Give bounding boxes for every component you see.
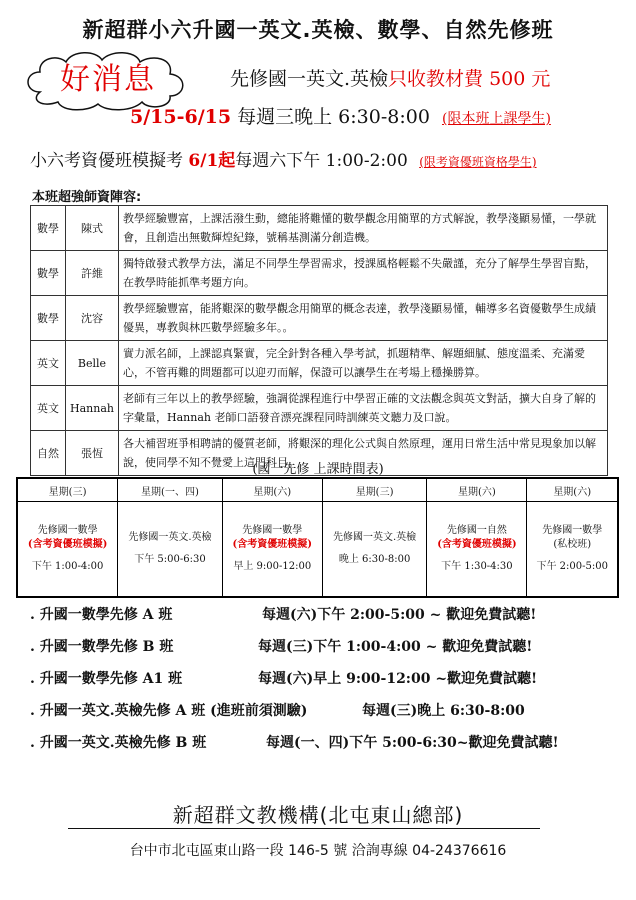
teacher-subject: 自然 xyxy=(31,431,66,476)
class-time: 每週(一、四)下午 5:00-6:30~歡迎免費試聽! xyxy=(266,735,559,751)
flyer-title: 新超群小六升國一英文.英檢、數學、自然先修班 xyxy=(82,18,554,42)
schedule-course: 先修國一數學 xyxy=(37,525,98,536)
teacher-description: 教學經驗豐富，上課活潑生動，總能將難懂的數學觀念用簡單的方式解說，教學淺顯易懂，一學就會，且創造出無數輝煌紀錄，號稱基測滿分創造機。 xyxy=(119,206,608,251)
teacher-name: Hannah xyxy=(66,386,119,431)
teacher-name: 陳式 xyxy=(66,206,119,251)
schedule-cell xyxy=(222,502,322,598)
teacher-name: Belle xyxy=(66,341,119,386)
schedule-day: 星期(三) xyxy=(17,478,118,502)
schedule-spacer xyxy=(224,552,321,560)
schedule-cell xyxy=(322,502,427,598)
teacher-description: 獨特啟發式教學方法，滿足不同學生學習需求，授課風格輕鬆不失嚴謹，充分了解學生學習盲點，在教學時能抓準考題方向。 xyxy=(119,251,608,296)
class-time: 每週(六)下午 2:00-5:00 ~ 歡迎免費試聽! xyxy=(262,607,537,623)
schedule-cell xyxy=(118,502,223,598)
class-item xyxy=(30,636,610,656)
schedule-time: 下午 1:00-4:00 xyxy=(31,561,104,572)
schedule-note: (私校班) xyxy=(553,539,592,550)
teachers-table xyxy=(30,205,608,476)
english-promo-schedule xyxy=(130,102,551,129)
class-item xyxy=(30,604,610,624)
teacher-name: 沈容 xyxy=(66,296,119,341)
mock-exam-prefix: 小六考資優班模擬考 xyxy=(30,151,183,171)
promo-schedule: 每週三晚上 6:30-8:00 xyxy=(237,106,430,128)
schedule-time: 下午 5:00-6:30 xyxy=(134,554,206,565)
schedule-course: 先修國一英文.英檢 xyxy=(128,532,212,543)
schedule-note: (含考資優班模擬) xyxy=(437,539,517,550)
mock-exam-start: 起 xyxy=(218,151,236,171)
class-name: . 升國一英文.英檢先修 B 班 xyxy=(30,735,207,751)
teacher-description: 實力派名師，上課認真緊實，完全針對各種入學考試，抓題精準、解題細膩、態度溫柔、充滿愛心，不管再難的問題都可以迎刃而解，保證可以讓學生在考場上穩操勝算。 xyxy=(119,341,608,386)
mock-exam-note: (限考資優班資格學生) xyxy=(419,155,537,169)
schedule-cell xyxy=(527,502,618,598)
class-time: 每週(三)晚上 6:30-8:00 xyxy=(362,703,525,719)
mock-exam-schedule: 每週六下午 1:00-2:00 xyxy=(235,151,408,171)
schedule-course: 先修國一自然 xyxy=(446,525,507,536)
class-item xyxy=(30,700,610,720)
schedule-spacer xyxy=(324,545,426,553)
footer-divider xyxy=(68,828,540,829)
schedule-course: 先修國一數學 xyxy=(542,525,603,536)
class-time: 每週(六)早上 9:00-12:00 ~歡迎免費試聽! xyxy=(258,671,538,687)
schedule-day: 星期(六) xyxy=(527,478,618,502)
schedule-course: 先修國一英文.英檢 xyxy=(333,532,417,543)
schedule-time: 下午 1:30-4:30 xyxy=(441,561,513,572)
class-time: 每週(三)下午 1:00-4:00 ~ 歡迎免費試聽! xyxy=(258,639,533,655)
schedule-note: (含考資優班模擬) xyxy=(27,539,108,550)
schedule-time: 晚上 6:30-8:00 xyxy=(338,554,411,565)
class-name: . 升國一英文.英檢先修 A 班 (進班前須測驗) xyxy=(30,703,308,719)
schedule-spacer xyxy=(428,552,525,560)
schedule-table xyxy=(16,477,619,598)
schedule-cell xyxy=(427,502,527,598)
organization-name: 新超群文教機構(北屯東山總部) xyxy=(172,803,464,827)
teachers-section-title: 本班超強師資陣容: xyxy=(32,190,142,205)
mock-exam-date: 6/1 xyxy=(188,151,219,171)
schedule-day: 星期(三) xyxy=(322,478,427,502)
schedule-note: (含考資優班模擬) xyxy=(232,539,313,550)
teacher-name: 許維 xyxy=(66,251,119,296)
teacher-subject: 英文 xyxy=(31,341,66,386)
teacher-subject: 數學 xyxy=(31,251,66,296)
class-name: . 升國一數學先修 A 班 xyxy=(30,607,173,623)
teacher-description: 老師有三年以上的教學經驗，強調從課程進行中學習正確的文法觀念與英文對話，擴大自身了解的字彙量，Hannah 老師口語發音漂亮課程同時訓練英文聽力及口說。 xyxy=(119,386,608,431)
teacher-name: 張恆 xyxy=(66,431,119,476)
schedule-course: 先修國一數學 xyxy=(242,525,303,536)
teacher-row xyxy=(31,296,608,341)
teacher-description: 教學經驗豐富，能將艱深的數學觀念用簡單的概念表達，教學淺顯易懂，輔導多名資優數學生成績優異，專教與林匹數學經驗多年。。 xyxy=(119,296,608,341)
promo-note: (限本班上課學生) xyxy=(441,111,551,127)
mock-exam-line xyxy=(30,146,537,171)
organization-address: 台中市北屯區東山路一段 146-5 號 洽詢專線 04-24376616 xyxy=(129,843,507,859)
schedule-day: 星期(六) xyxy=(427,478,527,502)
class-item xyxy=(30,732,610,752)
schedule-spacer xyxy=(19,552,116,560)
teacher-row xyxy=(31,206,608,251)
schedule-cell xyxy=(17,502,118,598)
schedule-time: 下午 2:00-5:00 xyxy=(536,561,608,572)
teacher-subject: 數學 xyxy=(31,296,66,341)
class-name: . 升國一數學先修 B 班 xyxy=(30,639,174,655)
teacher-row xyxy=(31,386,608,431)
teacher-subject: 英文 xyxy=(31,386,66,431)
schedule-spacer xyxy=(119,545,221,553)
schedule-day: 星期(六) xyxy=(222,478,322,502)
class-name: . 升國一數學先修 A1 班 xyxy=(30,671,183,687)
teacher-description: 各大補習班爭相聘請的優質老師，將艱深的理化公式與自然原理，運用日常生活中常見現象加以解說，使同學不知不覺愛上這門科目。 xyxy=(119,431,608,476)
class-item xyxy=(30,668,610,688)
schedule-title: (國一先修 上課時間表) xyxy=(252,462,384,477)
teacher-row xyxy=(31,251,608,296)
promo-text: 先修國一英文.英檢 xyxy=(230,68,389,90)
schedule-day: 星期(一、四) xyxy=(118,478,223,502)
promo-dates: 5/15-6/15 xyxy=(130,106,232,128)
schedule-time: 早上 9:00-12:00 xyxy=(233,561,312,572)
promo-line xyxy=(230,64,550,91)
promo-price: 只收教材費 500 元 xyxy=(388,68,551,90)
schedule-spacer xyxy=(528,552,616,560)
teacher-subject: 數學 xyxy=(31,206,66,251)
good-news-badge: 好消息 xyxy=(60,62,156,97)
teacher-row xyxy=(31,341,608,386)
